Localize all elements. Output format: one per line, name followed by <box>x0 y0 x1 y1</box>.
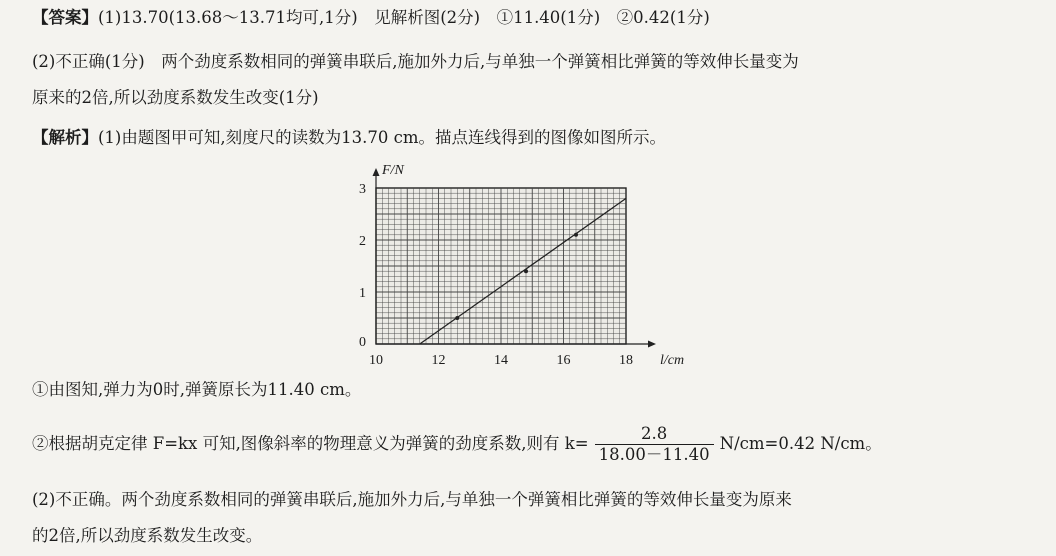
y-axis-label: F/N <box>382 163 404 178</box>
answer-line-1 <box>32 6 1036 30</box>
x-axis-arrow <box>648 341 656 348</box>
answer-part2-line1: (2)不正确(1分) 两个劲度系数相同的弹簧串联后,施加外力后,与单独一个弹簧相比弹簧的等效伸长量变为 <box>32 52 799 71</box>
force-length-chart <box>340 158 700 380</box>
analysis-tag: 【解析】 <box>32 128 98 147</box>
fraction-denominator: 18.00－11.40 <box>595 444 714 465</box>
analysis-part2-line2: 的2倍,所以劲度系数发生改变。 <box>32 526 263 545</box>
x-tick-label: 16 <box>556 353 571 368</box>
x-tick-label: 12 <box>431 353 446 368</box>
step2-suffix: N/cm=0.42 N/cm。 <box>719 434 882 453</box>
x-tick-label: 18 <box>619 353 633 368</box>
analysis-line-1 <box>32 126 1036 150</box>
analysis-step-2 <box>32 422 1036 466</box>
answer-part2-line2: 原来的2倍,所以劲度系数发生改变(1分) <box>32 88 319 107</box>
y-tick-label: 3 <box>359 182 366 197</box>
data-point <box>455 316 459 320</box>
y-tick-label: 1 <box>359 286 366 301</box>
data-point <box>574 233 578 237</box>
slope-fraction <box>595 424 714 465</box>
data-point <box>524 269 528 273</box>
x-axis-label: l/cm <box>660 353 685 368</box>
y-tick-label: 0 <box>359 335 366 350</box>
y-tick-label: 2 <box>359 234 366 249</box>
chart-grid <box>376 188 626 344</box>
fraction-numerator: 2.8 <box>641 424 668 443</box>
answer-part1: (1)13.70(13.68～13.71均可,1分) 见解析图(2分) ①11.40(1分) ②0.42(1分) <box>98 8 710 27</box>
x-tick-label: 10 <box>369 353 383 368</box>
answer-tag: 【答案】 <box>32 8 98 27</box>
step2-prefix: ②根据胡克定律 F=kx 可知,图像斜率的物理意义为弹簧的劲度系数,则有 k= <box>32 434 589 453</box>
analysis-step-1: ①由图知,弹力为0时,弹簧原长为11.40 cm。 <box>32 380 362 399</box>
analysis-part2-line1: (2)不正确。两个劲度系数相同的弹簧串联后,施加外力后,与单独一个弹簧相比弹簧的等效伸长量变为原来 <box>32 490 792 509</box>
y-axis-arrow <box>373 168 380 176</box>
x-tick-label: 14 <box>494 353 508 368</box>
analysis-part1: (1)由题图甲可知,刻度尺的读数为13.70 cm。描点连线得到的图像如图所示。 <box>98 128 666 147</box>
